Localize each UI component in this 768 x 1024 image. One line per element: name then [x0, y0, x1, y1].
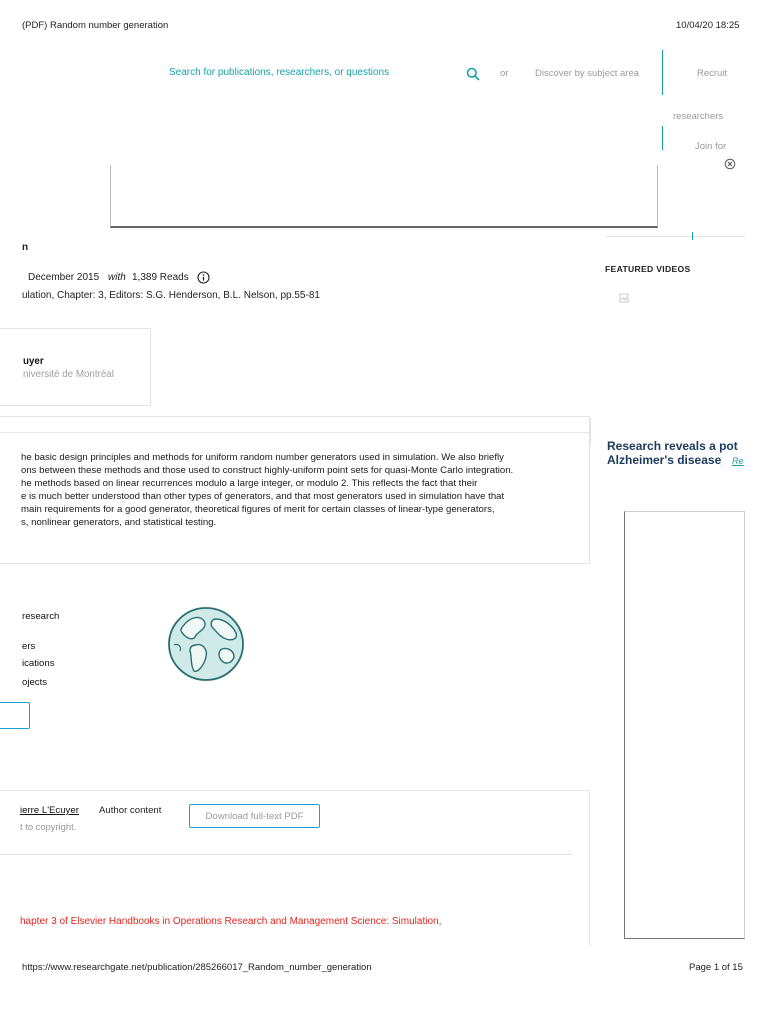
research-menu-item: ications	[22, 658, 55, 669]
search-icon[interactable]	[465, 66, 481, 82]
recruit-divider	[662, 126, 663, 150]
author-content-label: Author content	[99, 805, 162, 816]
abstract-line: he methods based on linear recurrences modulo a large integer, or modulo 2. This reflects the fact that their	[21, 478, 478, 489]
sidebar-tick	[692, 232, 693, 240]
abstract-header-rule	[0, 432, 590, 433]
fulltext-panel	[0, 790, 590, 946]
globe-icon	[166, 605, 246, 683]
print-page-number: Page 1 of 15	[689, 962, 743, 973]
author-card[interactable]	[0, 328, 151, 406]
publication-title-fragment: n	[22, 242, 29, 253]
discover-subject-link[interactable]: Discover by subject area	[535, 68, 640, 79]
abstract-line: ons between these methods and those used to construct highly-uniform point sets for quasi-Monte Carlo integration.	[21, 465, 514, 476]
info-icon[interactable]	[197, 271, 210, 284]
join-research-button[interactable]	[0, 702, 30, 729]
abstract-text	[21, 452, 586, 562]
search-input[interactable]: Search for publications, researchers, or questions	[169, 67, 390, 78]
with-text: with	[108, 272, 126, 283]
sidebar-top-rule	[605, 236, 745, 237]
research-menu-item: research	[22, 611, 60, 622]
featured-videos-heading: FEATURED VIDEOS	[605, 264, 691, 274]
download-pdf-button[interactable]	[189, 804, 320, 828]
publication-source: ulation, Chapter: 3, Editors: S.G. Henderson, B.L. Nelson, pp.55-81	[22, 290, 320, 301]
author-name[interactable]: uyer	[23, 356, 44, 367]
download-pdf-label[interactable]: Download full-text PDF	[205, 811, 304, 822]
chapter-citation: hapter 3 of Elsevier Handbooks in Operations Research and Management Science: Simulation,	[20, 916, 442, 927]
print-page-url: https://www.researchgate.net/publication/285266017_Random_number_generation	[22, 962, 372, 973]
author-affiliation: niversité de Montréal	[23, 369, 114, 380]
video-headline-line2[interactable]: Alzheimer's disease	[607, 453, 722, 467]
abstract-line: he basic design principles and methods for uniform random number generators used in simulation. We also briefly	[21, 452, 504, 463]
abstract-box	[0, 416, 590, 564]
research-menu-item: ojects	[22, 677, 48, 688]
or-separator: or	[500, 68, 509, 79]
video-player-frame[interactable]	[624, 511, 745, 939]
reads-count: 1,389 Reads	[132, 272, 189, 283]
fulltext-rule	[0, 854, 572, 855]
close-icon[interactable]	[724, 157, 736, 169]
fulltext-author-link[interactable]: ierre L'Ecuyer	[20, 805, 79, 816]
print-datetime: 10/04/20 18:25	[676, 20, 740, 31]
topbar-divider	[662, 50, 663, 95]
recruit-researchers-text[interactable]: researchers	[673, 111, 724, 122]
publication-date: December 2015	[28, 272, 100, 283]
join-link[interactable]: Join for	[695, 141, 727, 152]
abstract-line: e is much better understood than other types of generators, and that most generators used in simulation have that	[21, 491, 505, 502]
broken-image-icon	[619, 290, 629, 300]
abstract-line: s, nonlinear generators, and statistical testing.	[21, 517, 217, 528]
abstract-line: main requirements for a good generator, theoretical figures of merit for certain classes of linear-type generators,	[21, 504, 495, 515]
video-read-link[interactable]: Re	[732, 456, 744, 466]
research-menu-item: ers	[22, 641, 36, 652]
video-headline-line1[interactable]: Research reveals a pot	[607, 439, 738, 453]
ad-banner-frame	[110, 165, 658, 228]
copyright-notice: t to copyright.	[20, 821, 77, 832]
print-page-title: (PDF) Random number generation	[22, 20, 169, 31]
sidebar-divider	[590, 418, 591, 446]
recruit-link[interactable]: Recruit	[697, 68, 728, 79]
